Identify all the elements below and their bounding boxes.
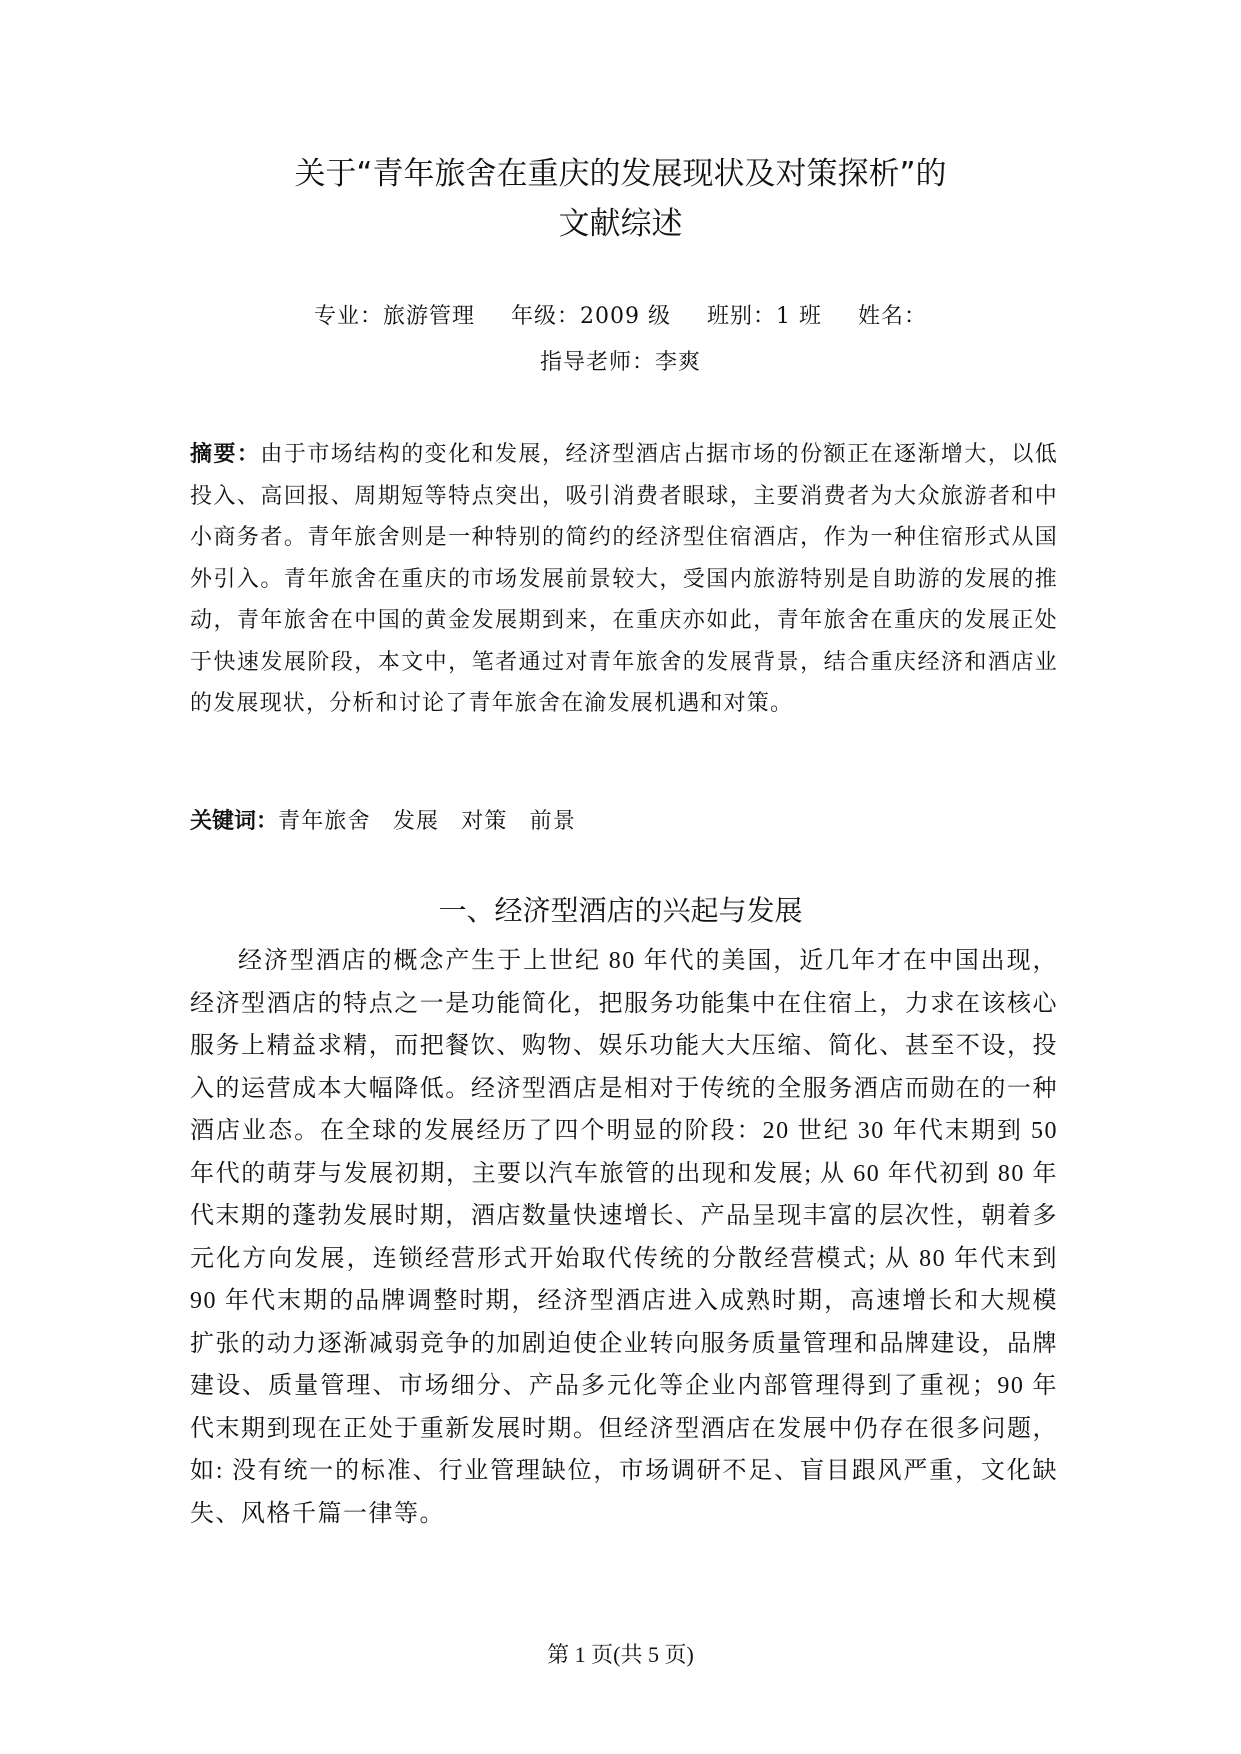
document-title-line2: 文献综述 [558, 206, 683, 242]
major-field: 专业：旅游管理 [313, 304, 475, 329]
abstract-label: 摘要： [190, 442, 261, 467]
keyword: 青年旅舍 [278, 809, 371, 834]
keyword: 发展 [392, 809, 440, 834]
keyword: 前景 [529, 809, 577, 834]
keywords-label: 关键词： [190, 809, 279, 834]
author-info-row [0, 302, 1241, 332]
grade-field: 年级：2009 级 [511, 304, 671, 329]
class-field: 班别：1 班 [706, 304, 822, 329]
document-title-line1: 关于“青年旅舍在重庆的发展现状及对策探析”的 [294, 156, 947, 192]
abstract-text: 由于市场结构的变化和发展，经济型酒店占据市场的份额正在逐渐增大，以低投入、高回报、周期短等特点突出，吸引消费者眼球，主要消费者为大众旅游者和中小商务者。青年旅舍则是一种特别的简约的经济型住宿酒店，作为一种住宿形式从国外引入。青年旅舍在重庆的市场发展前景较大，受国内旅游特别是自助游的发展的推动，青年旅舍在中国的黄金发展期到来，在重庆亦如此，青年旅舍在重庆的发展正处于快速发展阶段，本文中，笔者通过对青年旅舍的发展背景，结合重庆经济和酒店业的发展现状，分析和讨论了青年旅舍在渝发展机遇和对策。 [190, 442, 1058, 716]
section-paragraph: 经济型酒店的概念产生于上世纪 80 年代的美国，近几年才在中国出现，经济型酒店的特点之一是功能简化，把服务功能集中在住宿上，力求在该核心服务上精益求精，而把餐饮、购物、娱乐功能大大压缩、简化、甚至不设，投入的运营成本大幅降低。经济型酒店是相对于传统的全服务酒店而勋在的一种酒店业态。在全球的发展经历了四个明显的阶段：20 世纪 30 年代末期到 50 年代的萌芽与发展初期，主要以汽车旅管的出现和发展; 从 60 年代初到 80 年代末期的蓬勃发展时期，酒店数量快速增长、产品呈现丰富的层次性，朝着多元化方向发展，连锁经营形式开始取代传统的分散经营模式; 从 80 年代末到 90 年代末期的品牌调整时期，经济型酒店进入成熟时期，高速增长和大规模扩张的动力逐渐减弱竞争的加剧迫使企业转向服务质量管理和品牌建设，品牌建设、质量管理、市场细分、产品多元化等企业内部管理得到了重视；90 年代末期到现在正处于重新发展时期。但经济型酒店在发展中仍存在很多问题，如: 没有统一的标准、行业管理缺位，市场调研不足、盲目跟风严重，文化缺失、风格千篇一律等。 [190, 948, 1058, 1527]
advisor-field: 指导老师：李爽 [539, 350, 701, 375]
advisor-row [0, 348, 1241, 378]
name-field: 姓名： [857, 304, 927, 329]
section-heading: 一、经济型酒店的兴起与发展 [438, 894, 803, 927]
abstract [190, 434, 1058, 725]
page-footer: 第 1 页(共 5 页) [547, 1642, 694, 1667]
keyword: 对策 [461, 809, 508, 834]
keywords [190, 801, 1058, 843]
